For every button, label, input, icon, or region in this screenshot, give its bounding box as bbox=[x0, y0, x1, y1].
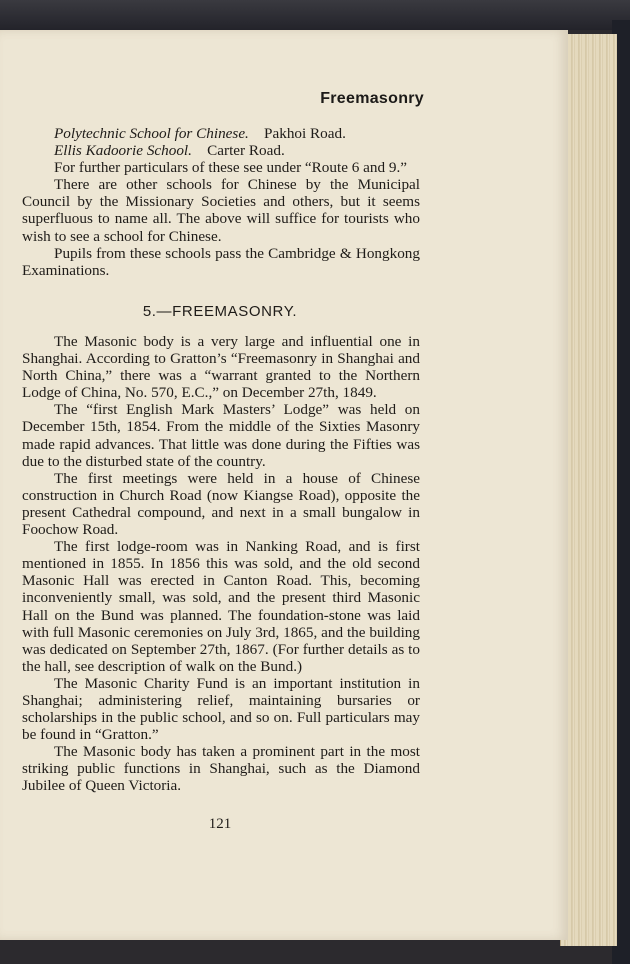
running-header: Freemasonry bbox=[320, 90, 424, 107]
page-edges bbox=[560, 34, 617, 946]
school-line bbox=[22, 142, 420, 159]
paragraph: The first lodge-room was in Nanking Road, and is first mentioned in 1855. In 1856 this was sold, and the old second Masonic Hall was erected in Canton Road. This, becoming inconveniently small, was sold, and the present third Masonic Hall on the Bund was planned. The foundation-stone was laid with full Masonic ceremonies on July 3rd, 1865, and the building was dedicated on September 27th, 1867. (For further details as to the hall, see description of walk on the Bund.) bbox=[22, 538, 420, 675]
paragraph: The Masonic Charity Fund is an important institution in Shanghai; administering relief, maintaining bursaries or scholarships in the public school, and so on. Full particulars may be found in “Gratton.” bbox=[22, 674, 420, 744]
paragraph: The Masonic body is a very large and influential one in Shanghai. According to Gratton’s “Freemasonry in Shanghai and North China,” there was a “warrant granted to the Northern Lodge of China, No. 570, E.C.,” on December 27th, 1849. bbox=[22, 333, 420, 402]
paragraph: The “first English Mark Masters’ Lodge” was held on December 15th, 1854. From the middle of the Sixties Masonry made rapid advances. That little was done during the Fifties was due to the disturbed state of the country. bbox=[22, 401, 420, 470]
schools-block bbox=[22, 125, 420, 279]
school-line bbox=[22, 125, 420, 142]
paragraph: Pupils from these schools pass the Cambridge & Hongkong Examinations. bbox=[22, 244, 420, 279]
paragraph: For further particulars of these see under “Route 6 and 9.” bbox=[54, 159, 407, 177]
book-cover-top bbox=[0, 0, 630, 30]
freemasonry-body bbox=[22, 333, 420, 795]
paragraph: There are other schools for Chinese by the Municipal Council by the Missionary Societies and others, but it seems superfluous to name all. The above will suffice for tourists who wish to see a school for Chinese. bbox=[22, 176, 420, 245]
school-location: Carter Road. bbox=[207, 142, 285, 160]
paragraph: The Masonic body has taken a prominent part in the most striking public functions in Shanghai, such as the Diamond Jubilee of Queen Victoria. bbox=[22, 743, 420, 795]
section-heading: 5.—FREEMASONRY. bbox=[142, 303, 298, 320]
school-location: Pakhoi Road. bbox=[264, 125, 346, 142]
paragraph: The first meetings were held in a house of Chinese construction in Church Road (now Kiangse Road), opposite the present Cathedral compound, and next in a small bungalow in Foochow Road. bbox=[22, 469, 420, 539]
school-name: Polytechnic School for Chinese. bbox=[54, 125, 249, 142]
page-number: 121 bbox=[208, 816, 232, 832]
school-name: Ellis Kadoorie School. bbox=[54, 142, 192, 160]
